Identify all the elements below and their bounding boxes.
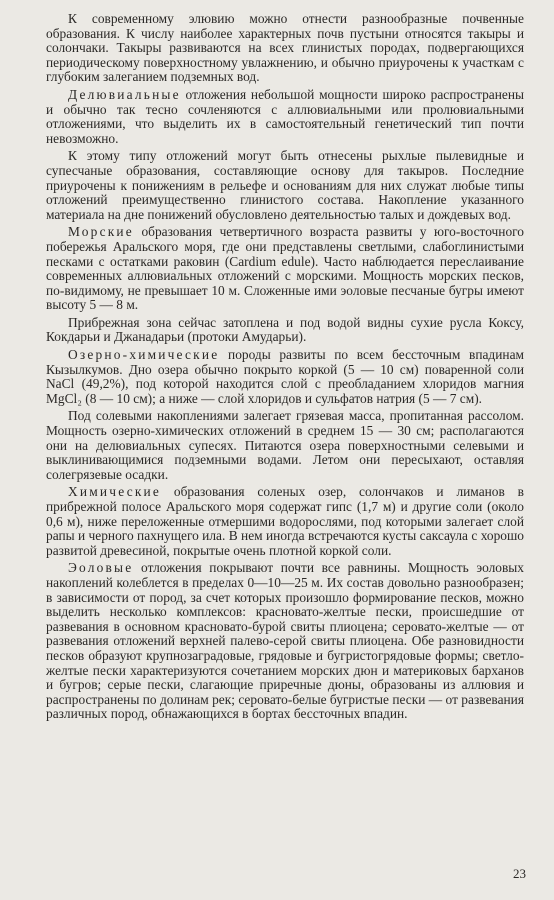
paragraph-text: образования четвертичного возраста развиты у юго-восточного побережья Аральского моря, где они представлены светлыми, слабоглинистыми песками с остатками раковин (Cardium edule). Часто наблюдается переслаивание современных аллювиальных отложений с морскими. Мощность морских песков, по-видимому, не превышает 10 м. Сложенные ими эоловые песчаные бугры имеют высоту 5 — 8 м. bbox=[46, 224, 524, 313]
paragraph-text: отложения небольшой мощности широко распространены и обычно так тесно сочленяются с аллювиальными или пролювиальными отложениями, что выделить их в самостоятельный генетический тип почти невозможно. bbox=[46, 86, 524, 146]
paragraph-text: Прибрежная зона сейчас затоплена и под водой видны сухие русла Коксу, Кокдарьи и Джанадарьи (протоки Амударьи). bbox=[46, 314, 524, 345]
paragraph-lead-term: Озерно-химические bbox=[68, 347, 220, 363]
paragraph-lake-chemical bbox=[46, 348, 524, 406]
paragraph-coastal-zone bbox=[46, 316, 524, 345]
paragraph-text: отложения покрывают почти все равнины. Мощность эоловых накоплений колеблется в пределах 0—10—25 м. Их состав довольно разнообразен; в зависимости от пород, за счет которых произошло формирование песков, можно выделить несколько комплексов: красновато-желтые пески, происшедшие от развевания в основном красновато-бурой свиты плиоцена; серовато-желтые — от развевания отложений верхней палево-серой свиты плиоцена. Обе разновидности песков образуют крупнозаградовые, грядовые и бугристогрядовые формы; светло-желтые пески характеризуются сочетанием морских дюн и материковых барханов и бугров; серые пески, слагающие приречные дюны, образованы из аллювия и распространены по долинам рек; серовато-белые бугристые пески — от развевания различных пород, обнажающихся в бортах бессточных впадин. bbox=[46, 560, 524, 722]
paragraph-takyr-base bbox=[46, 149, 524, 222]
body-text bbox=[46, 12, 524, 722]
paragraph-eluvium bbox=[46, 12, 524, 85]
paragraph-aeolian bbox=[46, 561, 524, 722]
paragraph-lead-term: Эоловые bbox=[68, 560, 134, 576]
paragraph-text: К этому типу отложений могут быть отнесены рыхлые пылевидные и супесчаные образования, составляющие основу для такыров. Последние приурочены к понижениям в рельефе и основаниям для них служат любые типы отложений преимущественно глинистого состава. Накопление указанного материала на дне понижений обусловлено деятельностью талых и дождевых вод. bbox=[46, 148, 524, 222]
paragraph-text: образования соленых озер, солончаков и лиманов в прибрежной полосе Аральского моря содержат гипс (1,7 м) и другие соли (около 0,6 м), ниже переложенные отмершими водорослями, под которыми залегает слой рапы и черного пахнущего ила. В нем иногда встречаются кусты саксаула с хорошо развитой древесиной, покрытые очень плотной коркой соли. bbox=[46, 484, 524, 558]
paragraph-salt-deposits bbox=[46, 409, 524, 482]
page-number: 23 bbox=[513, 866, 526, 881]
paragraph-deluvial bbox=[46, 88, 524, 146]
paragraph-marine bbox=[46, 225, 524, 313]
paragraph-lead-term: Химические bbox=[68, 484, 162, 500]
paragraph-chemical bbox=[46, 485, 524, 558]
paragraph-text: породы развиты по всем бессточным впадинам Кызылкумов. Дно озера обычно покрыто коркой (5 — 10 см) поваренной соли NaCl (49,2%), под которой находится слой с преобладанием хлоридов магния MgCl₂ (8 — 10 см); а ниже — слой хлоридов и сульфатов натрия (5 — 7 см). bbox=[46, 347, 524, 406]
paragraph-text: К современному элювию можно отнести разнообразные почвенные образования. К числу наиболее характерных почв пустыни относятся такыры и солончаки. Такыры развиваются на всех глинистых породах, подвергающихся периодическому поверхностному увлажнению, и обычно приурочены к участкам с глубоким залеганием подземных вод. bbox=[46, 11, 524, 85]
paragraph-lead-term: Морские bbox=[68, 224, 134, 240]
paragraph-text: Под солевыми накоплениями залегает грязевая масса, пропитанная рассолом. Мощность озерно-химических отложений в среднем 15 — 30 см; располагаются они на делювиальных супесях. Питаются озера поверхностными селевыми и выклинивающимися подземными водами. Летом они пересыхают, оставляя солегрязевые осадки. bbox=[46, 408, 524, 482]
paragraph-lead-term: Делювиальные bbox=[68, 86, 181, 102]
